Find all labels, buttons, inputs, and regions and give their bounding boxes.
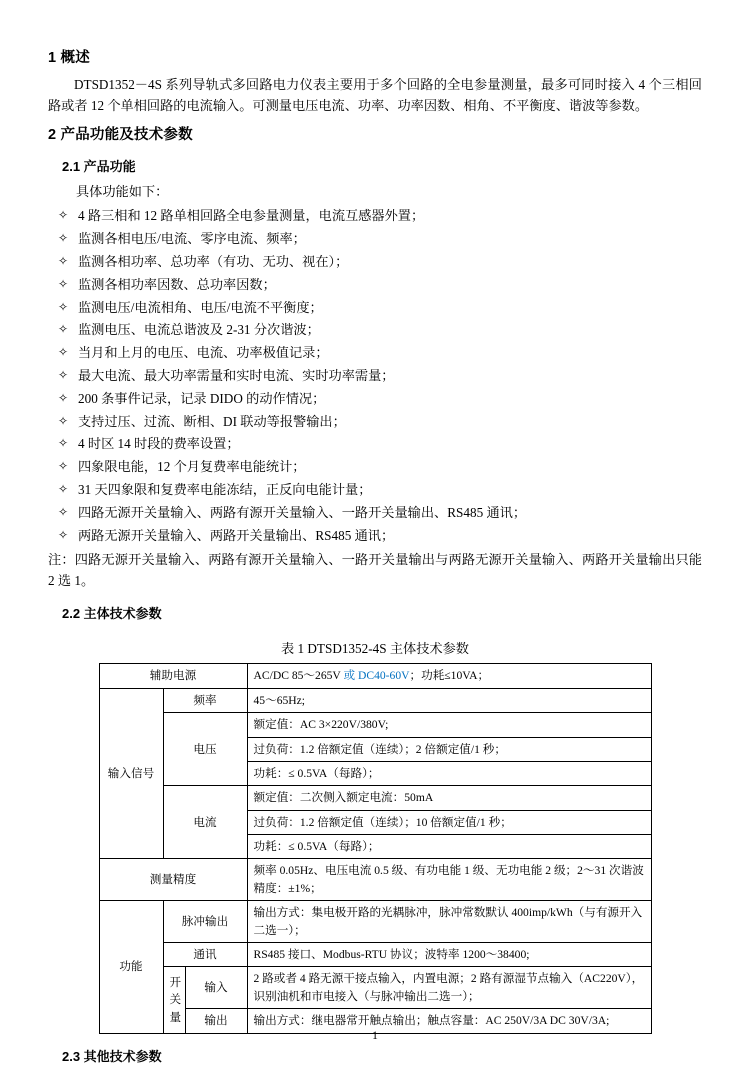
section-1-paragraph: DTSD1352－4S 系列导轨式多回路电力仪表主要用于多个回路的全电参量测量，最多可同时接入 4 个三相回路或者 12 个单相回路的电流输入。可测量电压电流、功率、功率因数、相角、不平衡度、谐波等参数。: [48, 77, 702, 114]
section-2-3-heading: 2.3 其他技术参数: [62, 1048, 162, 1064]
list-item: [48, 411, 702, 434]
current-overload-value: 过负荷：1.2 倍额定值（连续）；10 倍额定值/1 秒；: [247, 810, 651, 834]
list-item: [48, 342, 702, 365]
pulse-output-value: 输出方式：集电极开路的光耦脉冲，脉冲常数默认 400imp/kWh（与有源开入二选一）；: [247, 901, 651, 943]
list-item-label: 四象限电能，12 个月复费率电能统计；: [78, 459, 306, 475]
table-row: [99, 664, 651, 688]
list-item-label: 监测电压、电流总谐波及 2-31 分次谐波；: [78, 322, 320, 338]
table-row: [99, 688, 651, 712]
diamond-bullet-icon: ✧: [58, 436, 69, 451]
table-row: [99, 967, 651, 1009]
list-item: [48, 228, 702, 251]
features-lead: 具体功能如下：: [76, 183, 169, 199]
list-item: [48, 365, 702, 388]
accuracy-label: 测量精度: [99, 859, 247, 901]
current-power-value: 功耗：≤ 0.5VA（每路）；: [247, 835, 651, 859]
frequency-label: 频率: [163, 688, 247, 712]
section-2-2-heading: 2.2 主体技术参数: [62, 606, 162, 622]
table-row: [99, 786, 651, 810]
aux-power-value: [247, 664, 651, 688]
table-row: [99, 713, 651, 737]
spec-table-title: 表 1 DTSD1352-4S 主体技术参数: [281, 641, 469, 657]
communication-label: 通讯: [163, 943, 247, 967]
communication-value: RS485 接口、Modbus-RTU 协议；波特率 1200～38400;: [247, 943, 651, 967]
list-item: [48, 502, 702, 525]
list-item: [48, 479, 702, 502]
diamond-bullet-icon: ✧: [58, 208, 69, 223]
diamond-bullet-icon: ✧: [58, 345, 69, 360]
table-row: [99, 901, 651, 943]
list-item-label: 200 条事件记录，记录 DIDO 的动作情况；: [78, 390, 326, 406]
list-item: [48, 525, 702, 548]
list-item: [48, 274, 702, 297]
feature-note: 注：四路无源开关量输入、两路有源开关量输入、一路开关量输出与两路无源开关量输入、两路开关量输出只能 2 选 1。: [48, 551, 702, 588]
diamond-bullet-icon: ✧: [58, 276, 69, 291]
list-item-label: 监测各相功率因数、总功率因数；: [78, 276, 276, 292]
do-label: 输出: [185, 1009, 247, 1033]
diamond-bullet-icon: ✧: [58, 322, 69, 337]
frequency-value: 45～65Hz;: [247, 688, 651, 712]
do-value: 输出方式：继电器常开触点输出；触点容量：AC 250V/3A DC 30V/3A;: [247, 1009, 651, 1033]
current-label: 电流: [163, 786, 247, 859]
list-item: [48, 388, 702, 411]
voltage-label: 电压: [163, 713, 247, 786]
diamond-bullet-icon: ✧: [58, 299, 69, 314]
feature-list: [48, 205, 702, 547]
diamond-bullet-icon: ✧: [58, 504, 69, 519]
list-item: [48, 433, 702, 456]
list-item: [48, 251, 702, 274]
diamond-bullet-icon: ✧: [58, 413, 69, 428]
diamond-bullet-icon: ✧: [58, 390, 69, 405]
aux-power-label: 辅助电源: [99, 664, 247, 688]
list-item-label: 四路无源开关量输入、两路有源开关量输入、一路开关量输出、RS485 通讯；: [78, 504, 527, 520]
list-item-label: 监测各相功率、总功率（有功、无功、视在）；: [78, 253, 349, 269]
list-item-label: 支持过压、过流、断相、DI 联动等报警输出；: [78, 413, 346, 429]
table-row: [99, 943, 651, 967]
list-item-label: 监测各相电压/电流、零序电流、频率；: [78, 231, 306, 247]
list-item-label: 4 路三相和 12 路单相回路全电参量测量，电流互感器外置；: [78, 208, 425, 224]
voltage-power-value: 功耗：≤ 0.5VA（每路）；: [247, 761, 651, 785]
diamond-bullet-icon: ✧: [58, 253, 69, 268]
voltage-rated-value: 额定值：AC 3×220V/380V;: [247, 713, 651, 737]
function-label: 功能: [99, 901, 163, 1033]
list-item: [48, 205, 702, 228]
current-rated-value: 额定值：二次侧入额定电流：50mA: [247, 786, 651, 810]
list-item-label: 31 天四象限和复费率电能冻结，正反向电能计量；: [78, 482, 372, 498]
diamond-bullet-icon: ✧: [58, 459, 69, 474]
voltage-overload-value: 过负荷：1.2 倍额定值（连续）；2 倍额定值/1 秒；: [247, 737, 651, 761]
switch-quantity-label: 开关量: [163, 967, 185, 1033]
input-signal-label: 输入信号: [99, 688, 163, 859]
list-item-label: 当月和上月的电压、电流、功率极值记录；: [78, 345, 329, 361]
spec-table: [99, 663, 652, 1033]
section-1-heading: 1 概述: [48, 50, 90, 66]
page-content: [48, 46, 702, 1071]
accuracy-value: 频率 0.05Hz、电压电流 0.5 级、有功电能 1 级、无功电能 2 级；2～31 次谐波精度：±1%；: [247, 859, 651, 901]
di-value: 2 路或者 4 路无源干接点输入，内置电源；2 路有源湿节点输入（AC220V），识别油机和市电接入（与脉冲输出二选一）；: [247, 967, 651, 1009]
section-2-1-heading: 2.1 产品功能: [62, 158, 136, 174]
diamond-bullet-icon: ✧: [58, 367, 69, 382]
list-item: [48, 297, 702, 320]
diamond-bullet-icon: ✧: [58, 231, 69, 246]
pulse-output-label: 脉冲输出: [163, 901, 247, 943]
diamond-bullet-icon: ✧: [58, 482, 69, 497]
aux-power-value-blue: 或 DC40-60V: [343, 669, 410, 683]
table-row: [99, 859, 651, 901]
aux-power-value-tail: ；功耗≤10VA；: [409, 669, 490, 683]
list-item-label: 两路无源开关量输入、两路开关量输出、RS485 通讯；: [78, 527, 395, 543]
list-item-label: 监测电压/电流相角、电压/电流不平衡度；: [78, 299, 323, 315]
list-item-label: 最大电流、最大功率需量和实时电流、实时功率需量；: [78, 367, 395, 383]
diamond-bullet-icon: ✧: [58, 527, 69, 542]
list-item-label: 4 时区 14 时段的费率设置；: [78, 436, 240, 452]
list-item: [48, 456, 702, 479]
di-label: 输入: [185, 967, 247, 1009]
list-item: [48, 319, 702, 342]
section-2-heading: 2 产品功能及技术参数: [48, 126, 193, 143]
aux-power-value-main: AC/DC 85～265V: [253, 669, 344, 683]
page-number: 1: [372, 1030, 378, 1042]
